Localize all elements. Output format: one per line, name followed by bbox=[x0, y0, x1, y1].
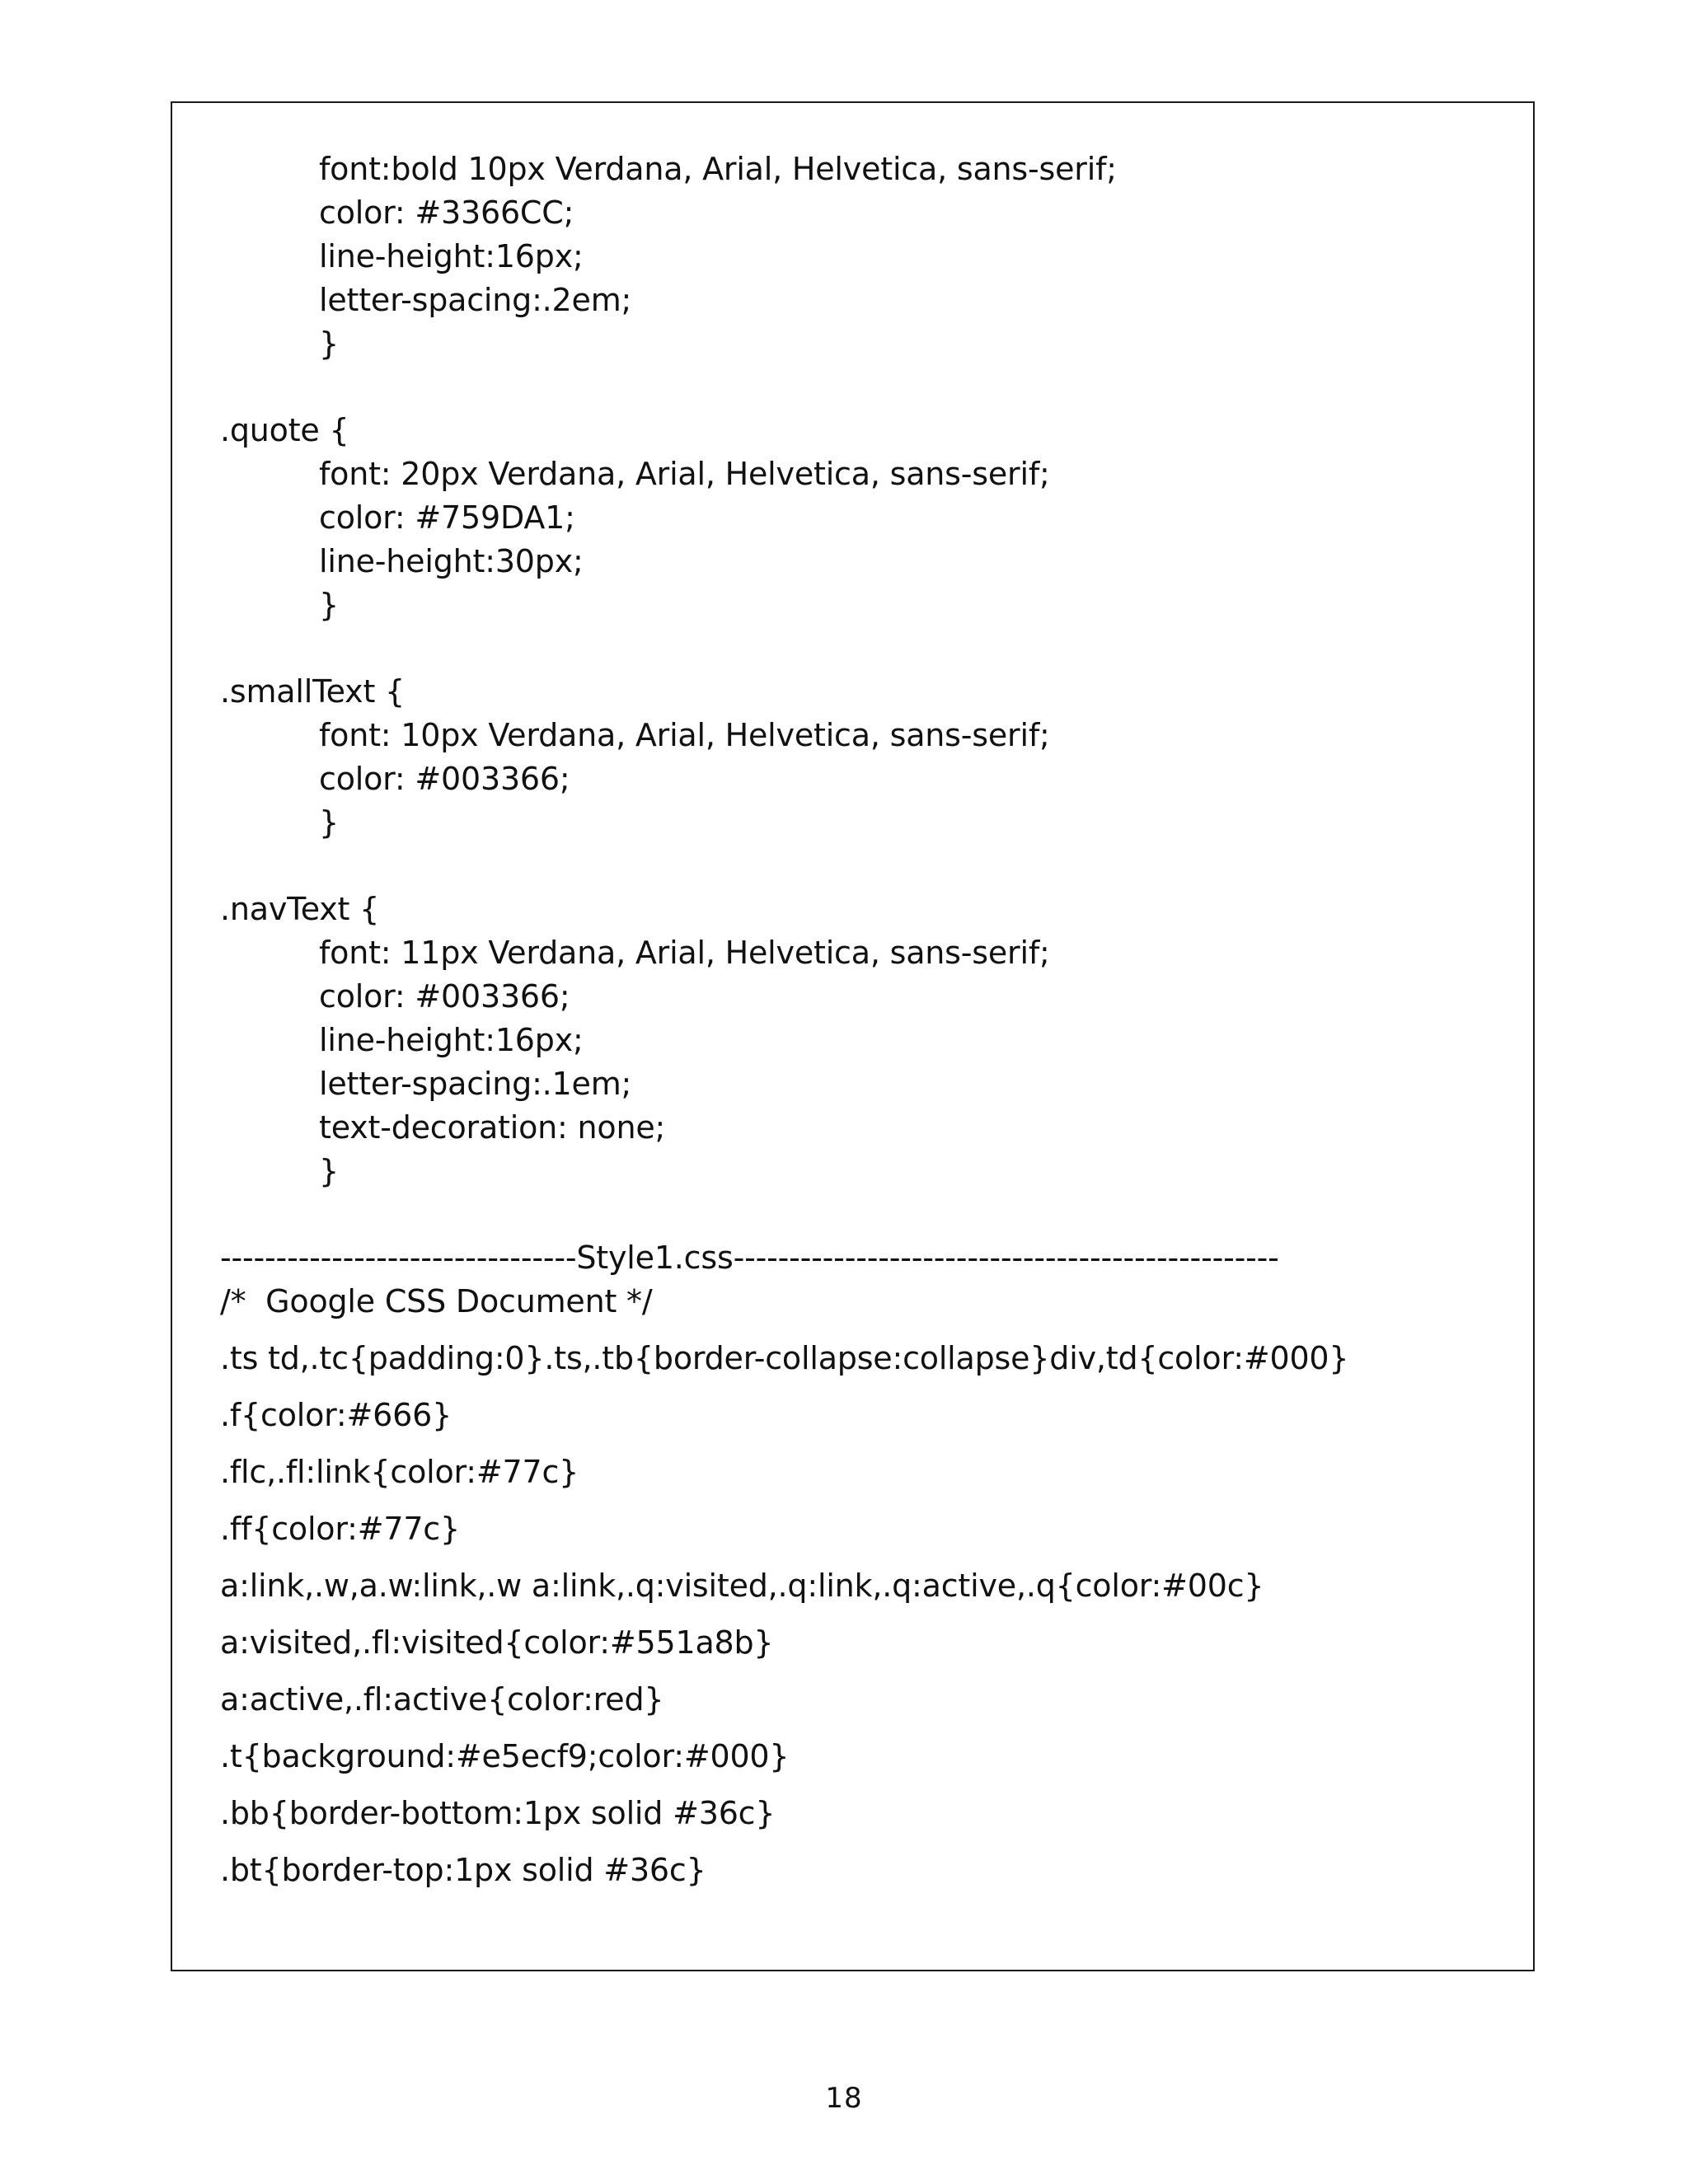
code-line: .smallText { bbox=[220, 673, 406, 710]
code-line: color: #759DA1; bbox=[319, 499, 575, 536]
code-line: line-height:30px; bbox=[319, 543, 584, 579]
code-comment: /* Google CSS Document */ bbox=[220, 1283, 653, 1319]
file-separator: --------------------------------Style1.css------------------------------------------------- bbox=[220, 1240, 1279, 1276]
code-line: letter-spacing:.1em; bbox=[319, 1066, 632, 1102]
code-line: .t{background:#e5ecf9;color:#000} bbox=[220, 1738, 790, 1774]
code-line: .f{color:#666} bbox=[220, 1397, 452, 1433]
code-line: .bb{border-bottom:1px solid #36c} bbox=[220, 1795, 776, 1831]
code-line: a:visited,.fl:visited{color:#551a8b} bbox=[220, 1624, 774, 1661]
code-line: } bbox=[319, 326, 339, 362]
code-line: .ts td,.tc{padding:0}.ts,.tb{border-collapse:collapse}div,td{color:#000} bbox=[220, 1340, 1349, 1376]
code-line: .flc,.fl:link{color:#77c} bbox=[220, 1454, 579, 1490]
code-line: .quote { bbox=[220, 412, 349, 448]
code-line: color: #3366CC; bbox=[319, 194, 574, 231]
code-line: .bt{border-top:1px solid #36c} bbox=[220, 1852, 706, 1888]
code-line: color: #003366; bbox=[319, 761, 570, 797]
code-line: font: 10px Verdana, Arial, Helvetica, sans-serif; bbox=[319, 717, 1050, 753]
code-line: letter-spacing:.2em; bbox=[319, 282, 632, 318]
code-line: .ff{color:#77c} bbox=[220, 1511, 460, 1547]
code-line: font:bold 10px Verdana, Arial, Helvetica, sans-serif; bbox=[319, 151, 1117, 187]
code-line: a:link,.w,a.w:link,.w a:link,.q:visited,.q:link,.q:active,.q{color:#00c} bbox=[220, 1568, 1264, 1604]
code-line: } bbox=[319, 587, 339, 623]
page-number: 18 bbox=[825, 2082, 863, 2115]
code-line: .navText { bbox=[220, 891, 380, 927]
code-line: color: #003366; bbox=[319, 978, 570, 1015]
code-line: line-height:16px; bbox=[319, 1022, 584, 1058]
code-line: } bbox=[319, 804, 339, 841]
code-line: font: 20px Verdana, Arial, Helvetica, sans-serif; bbox=[319, 456, 1050, 492]
code-line: line-height:16px; bbox=[319, 238, 584, 274]
code-line: text-decoration: none; bbox=[319, 1109, 666, 1146]
code-line: font: 11px Verdana, Arial, Helvetica, sans-serif; bbox=[319, 935, 1050, 971]
code-line: a:active,.fl:active{color:red} bbox=[220, 1681, 664, 1718]
code-line: } bbox=[319, 1153, 339, 1189]
